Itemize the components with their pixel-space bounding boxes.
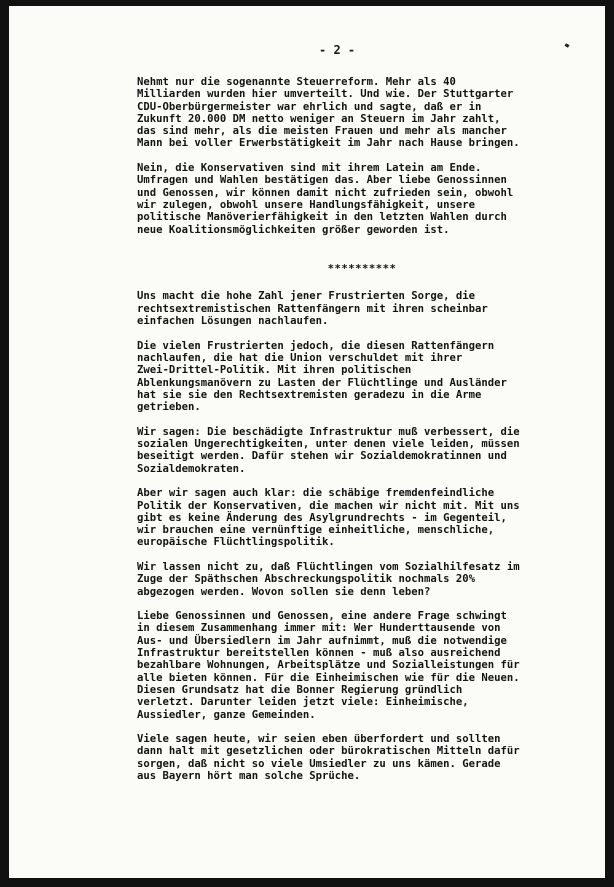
text-line: Diesen Grundsatz hat die Bonner Regierung gründlich [137,683,463,696]
paragraph [137,290,587,327]
paragraph [137,162,587,236]
paragraph [137,561,587,598]
text-line: das sind mehr, als die meisten Frauen und mehr als mancher [137,125,507,138]
text-line: Aus- und Übersiedlern im Jahr aufnimmt, muß die notwendige [137,634,507,647]
text-line: Mann bei voller Erwerbstätigkeit im Jahr nach Hause bringen. [137,137,520,150]
separator-wrap [137,248,587,275]
text-line: wir zulegen, obwohl unsere Handlungsfähigkeit, unsere [137,198,476,211]
text-line: Wir sagen: Die beschädigte Infrastruktur muß verbessert, die [137,425,520,438]
text-line: aus Bayern hört man solche Sprüche. [137,770,361,783]
text-line: verletzt. Darunter leiden jetzt viele: Einheimische, [137,696,469,709]
paragraph [137,340,587,414]
text-line: politische Manöverierfähigkeit in den letzten Wahlen durch [137,211,507,224]
text-line: einfachen Lösungen nachlaufen. [137,315,329,328]
section-separator: ********** [327,263,397,276]
page-number: - 2 - [319,43,356,57]
text-line: Wir lassen nicht zu, daß Flüchtlingen vom Sozialhilfesatz im [137,560,520,573]
text-line: nachlaufen, die hat die Union verschuldet mit ihrer [137,351,463,364]
text-line: Viele sagen heute, wir seien eben überfordert und sollten [137,733,501,746]
text-line: Nein, die Konservativen sind mit ihrem Latein am Ende. [137,162,482,175]
text-line: Politik der Konservativen, die machen wir nicht mit. Mit uns [137,499,520,512]
text-line: wir brauchen eine vernünftige einheitliche, menschliche, [137,524,495,537]
text-line: Liebe Genossinnen und Genossen, eine andere Frage schwingt [137,610,507,623]
document-body [137,76,587,795]
paragraph [137,733,587,782]
text-line: beseitigt werden. Dafür stehen wir Sozialdemokratinnen und [137,450,507,463]
text-line: Zuge der Späthschen Abschreckungspolitik nochmals 20% [137,573,476,586]
text-line: Nehmt nur die sogenannte Steuerreform. Mehr als 40 [137,76,456,88]
text-line: Sozialdemokraten. [137,462,246,475]
paragraph [137,487,587,548]
text-line: getrieben. [137,401,201,414]
paragraphs-after-separator [137,290,587,782]
document-page [9,6,605,878]
text-line: Die vielen Frustrierten jedoch, die diesen Rattenfängern [137,339,495,352]
paragraph [137,76,587,150]
text-line: Zukunft 20.000 DM netto weniger an Steuern im Jahr zahlt, [137,112,501,125]
text-line: Aber wir sagen auch klar: die schäbige fremdenfeindliche [137,487,495,500]
text-line: gibt es keine Änderung des Asylgrundrechts - im Gegenteil, [137,511,507,524]
paragraph [137,610,587,721]
scan-mark [565,43,570,48]
text-line: in diesem Zusammenhang immer mit: Wer Hunderttausende von [137,622,501,635]
text-line: hat sie sie den Rechtsextremisten geradezu in die Arme [137,388,482,401]
text-line: sorgen, daß nicht so viele Umsiedler zu uns kämen. Gerade [137,757,501,770]
paragraph [137,426,587,475]
text-line: abgezogen werden. Wovon sollen sie denn leben? [137,585,431,598]
text-line: neue Koalitionsmöglichkeiten größer geworden ist. [137,223,450,236]
text-line: und Genossen, wir können damit nicht zufrieden sein, obwohl [137,186,514,199]
text-line: alle bieten können. Für die Einheimischen wie für die Neuen. [137,671,520,684]
text-line: Ablenkungsmanövern zu Lasten der Flüchtlinge und Ausländer [137,376,507,389]
text-line: Umfragen und Wahlen bestätigen das. Aber liebe Genossinnen [137,174,507,187]
text-line: bezahlbare Wohnungen, Arbeitsplätze und Sozialleistungen für [137,659,520,672]
text-line: rechtsextremistischen Rattenfängern mit ihren scheinbar [137,302,488,315]
text-line: Milliarden wurden hier umverteilt. Und wie. Der Stuttgarter [137,88,514,101]
paragraphs-before-separator [137,76,587,236]
text-line: dann halt mit gesetzlichen oder bürokratischen Mitteln dafür [137,745,520,758]
text-line: sozialen Ungerechtigkeiten, unter denen viele leiden, müssen [137,438,520,451]
text-line: Infrastruktur bereitstellen können - muß also ausreichend [137,647,501,660]
text-line: Uns macht die hohe Zahl jener Frustrierten Sorge, die [137,290,476,303]
text-line: europäische Flüchtlingspolitik. [137,536,335,549]
text-line: Zwei-Drittel-Politik. Mit ihren politischen [137,364,412,377]
text-line: Aussiedler, ganze Gemeinden. [137,708,316,721]
text-line: CDU-Oberbürgermeister war ehrlich und sagte, daß er in [137,100,482,113]
